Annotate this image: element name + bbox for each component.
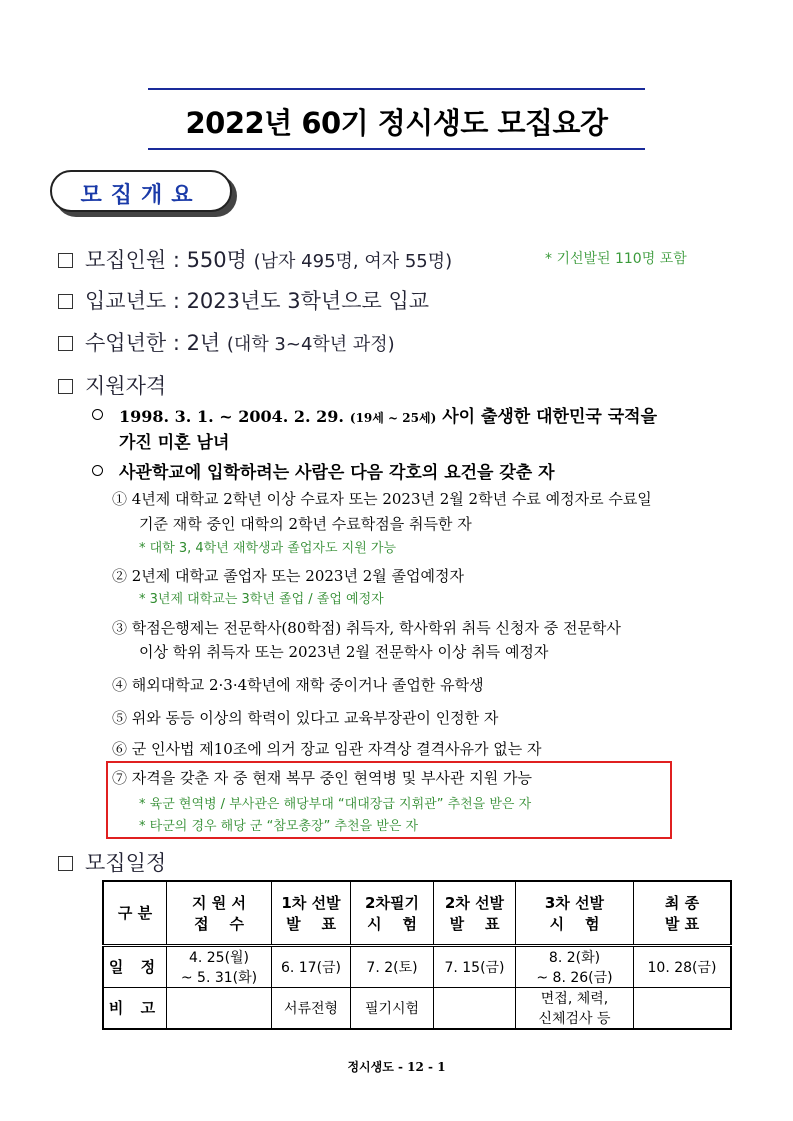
duration-detail: (대학 3~4학년 과정)	[226, 334, 395, 355]
age-range: (19세 ~ 25세)	[349, 411, 437, 425]
table-cell	[167, 987, 272, 1029]
table-cell: 필기시험	[351, 987, 434, 1029]
header-cell	[272, 881, 351, 945]
item-7-note2: * 타군의 경우 해당 군 “참모총장” 추천을 받은 자	[139, 819, 419, 834]
bullet2-text: 사관학교에 입학하려는 사람은 다음 각호의 요건을 갖춘 자	[119, 463, 555, 483]
circle-bullet-icon	[92, 465, 103, 476]
schedule-table	[102, 880, 732, 1030]
table-cell	[634, 987, 732, 1029]
header-line: 시 험	[367, 914, 417, 933]
qualification-heading-text: 지원자격	[85, 374, 167, 398]
checkbox-square-icon	[58, 294, 73, 309]
recruit-label: 모집인원 : 550명	[85, 248, 247, 272]
item-1-note: * 대학 3, 4학년 재학생과 졸업자도 지원 가능	[139, 541, 397, 556]
admission-line	[58, 285, 429, 315]
table-cell: 6. 17(금)	[272, 945, 351, 987]
table-corner: 구 분	[103, 881, 167, 945]
table-cell	[434, 987, 516, 1029]
header-cell	[351, 881, 434, 945]
header-line: 발 표	[449, 914, 500, 933]
table-cell	[167, 945, 272, 987]
recruit-note: * 기선발된 110명 포함	[545, 251, 687, 267]
item-5: ⑤ 위와 동등 이상의 학력이 있다고 교육부장관이 인정한 자	[112, 709, 499, 727]
cell-line: 신체검사 등	[538, 1010, 611, 1027]
recruit-line	[58, 244, 452, 274]
bullet1-continuation: 가진 미혼 남녀	[119, 433, 230, 453]
recruit-detail: (남자 495명, 여자 55명)	[253, 251, 453, 272]
schedule-heading	[58, 847, 166, 877]
cell-line: ~ 5. 31(화)	[180, 969, 258, 986]
item-7-note1: * 육군 현역병 / 부사관은 해당부대 “대대장급 지휘관” 추천을 받은 자	[139, 797, 532, 812]
header-cell	[634, 881, 732, 945]
bullet-birthdate	[92, 402, 657, 427]
row-label: 비 고	[103, 987, 167, 1029]
item-2-note: * 3년제 대학교는 3학년 졸업 / 졸업 예정자	[139, 592, 384, 607]
qualification-heading	[58, 370, 166, 400]
table-cell: 서류전형	[272, 987, 351, 1029]
header-line: 최 종	[664, 893, 700, 912]
admission-text: 입교년도 : 2023년도 3학년으로 입교	[85, 289, 430, 313]
header-line: 3차 선발	[544, 893, 605, 912]
header-cell	[434, 881, 516, 945]
item-1-line2: 기준 재학 중인 대학의 2학년 수료학점을 취득한 자	[139, 515, 472, 533]
item-7: ⑦ 자격을 갖춘 자 중 현재 복무 중인 현역병 및 부사관 지원 가능	[112, 769, 532, 787]
header-line: 2차 선발	[444, 893, 505, 912]
circle-bullet-icon	[92, 409, 103, 420]
duration-label: 수업년한 : 2년	[85, 331, 221, 355]
cell-line: 4. 25(월)	[188, 949, 250, 966]
table-cell: 10. 28(금)	[634, 945, 732, 987]
header-line: 지 원 서	[192, 893, 246, 912]
checkbox-square-icon	[58, 253, 73, 268]
table-row	[103, 945, 731, 987]
schedule-heading-text: 모집일정	[85, 851, 167, 875]
checkbox-square-icon	[58, 379, 73, 394]
bullet1-text: 사이 출생한 대한민국 국적을	[442, 407, 658, 427]
header-line: 2차필기	[365, 893, 419, 912]
item-3-line2: 이상 학위 취득자 또는 2023년 2월 전문학사 이상 취득 예정자	[139, 643, 549, 661]
header-line: 시 험	[549, 914, 600, 933]
birthdate-range: 1998. 3. 1. ~ 2004. 2. 29.	[119, 407, 344, 426]
header-line: 발 표	[664, 914, 700, 933]
row-label: 일 정	[103, 945, 167, 987]
header-line: 접 수	[194, 914, 244, 933]
checkbox-square-icon	[58, 336, 73, 351]
table-cell	[516, 987, 634, 1029]
header-cell	[167, 881, 272, 945]
item-1-line1: ① 4년제 대학교 2학년 이상 수료자 또는 2023년 2월 2학년 수료 예정자로 수료일	[112, 490, 652, 508]
checkbox-square-icon	[58, 856, 73, 871]
cell-line: 8. 2(화)	[548, 949, 601, 966]
table-cell: 7. 2(토)	[351, 945, 434, 987]
table-row	[103, 987, 731, 1029]
item-3-line1: ③ 학점은행제는 전문학사(80학점) 취득자, 학사학위 취득 신청자 중 전문학사	[112, 619, 621, 637]
header-cell	[516, 881, 634, 945]
item-6: ⑥ 군 인사법 제10조에 의거 장교 임관 자격상 결격사유가 없는 자	[112, 740, 542, 758]
table-cell: 7. 15(금)	[434, 945, 516, 987]
cell-line: ~ 8. 26(금)	[536, 969, 613, 986]
item-4: ④ 해외대학교 2·3·4학년에 재학 중이거나 졸업한 유학생	[112, 676, 484, 694]
overview-badge	[50, 170, 232, 212]
cell-line: 면접, 체력,	[540, 990, 609, 1007]
page-title: 2022년 60기 정시생도 모집요강	[185, 106, 608, 140]
page-footer: 정시생도 - 12 - 1	[347, 1060, 446, 1074]
table-cell	[516, 945, 634, 987]
schedule-header-row	[103, 881, 731, 945]
bullet-requirements	[92, 458, 555, 483]
header-line: 발 표	[286, 914, 336, 933]
overview-label: 모집개요	[80, 183, 202, 208]
title-banner	[148, 88, 645, 150]
header-line: 1차 선발	[281, 893, 341, 912]
duration-line	[58, 327, 395, 357]
item-2: ② 2년제 대학교 졸업자 또는 2023년 2월 졸업예정자	[112, 567, 464, 585]
